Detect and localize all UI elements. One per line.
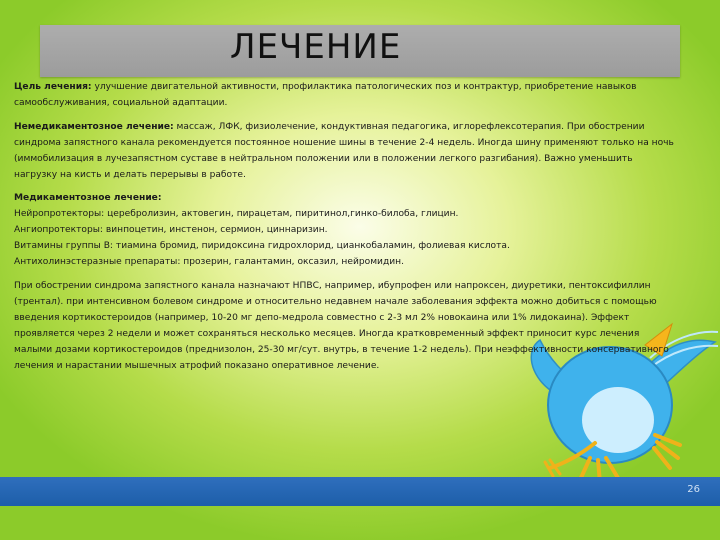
slide-body [14,80,674,382]
non-drug-label: Немедикаментозное лечение: [14,121,174,132]
footer-bar [0,477,720,506]
drug-label: Медикаментозное лечение: [14,193,162,204]
title-bar [40,25,680,77]
goal-text: улучшение двигательной активности, профилактика патологических поз и контрактур, приобретение навыков самообслуживания, социальной адаптации. [14,82,637,108]
goal-label: Цель лечения: [14,82,92,92]
drug-line-anticholinesterase: Антихолинэстеразные препараты: прозерин, галантамин, оксазил, нейромидин. [14,257,404,268]
non-drug-text: массаж, ЛФК, физиолечение, кондуктивная педагогика, иглорефлексотерапия. При обострении синдрома запястного канала рекомендуется постоянное ношение шины в течение 2-4 недель. Иногда шину применяют только на ночь (иммобилизация в лучезапястном суставе в нейтральном положении или в положении легкого разгибания). Важно уменьшить нагрузку на кисть и делать перерывы в работе. [14,121,674,180]
drug-line-angioprotectors: Ангиопротекторы: винпоцетин, инстенон, сермион, циннаризин. [14,225,328,236]
non-drug-paragraph [14,120,674,184]
drug-line-vitamins: Витамины группы В: тиамина бромид, пиридоксина гидрохлорид, цианкобаламин, фолиевая кислота. [14,241,510,252]
slide-title: ЛЕЧЕНИЕ [230,27,402,67]
page-number: 26 [687,484,700,495]
exacerbation-paragraph [14,279,674,374]
drug-line-neuroprotectors: Нейропротекторы: церебролизин, актовегин, пирацетам, пиритинол,гинко-билоба, глицин. [14,209,459,220]
exacerbation-text: При обострении синдрома запястного канала назначают НПВС, например, ибупрофен или напроксен, диуретики, пентоксифиллин (трентал). при интенсивном болевом синдроме и относительно недавнем начале заболевания эффекта можно добиться с помощью введения кортикостероидов (например, 10-20 мг депо-медрола совместно с 2-3 мл 2% новокаина или 1% лидокаина). Эффект проявляется через 2 недели и может сохраняться несколько месяцев. Иногда кратковременный эффект приносит курс лечения малыми дозами кортикостероидов (преднизолон, 25-30 мг/сут. внутрь, в течение 1-2 недель). При неэффективности консервативного лечения и нарастании мышечных атрофий показано оперативное лечение. [14,280,669,371]
goal-paragraph [14,80,674,112]
drug-paragraph [14,191,674,271]
